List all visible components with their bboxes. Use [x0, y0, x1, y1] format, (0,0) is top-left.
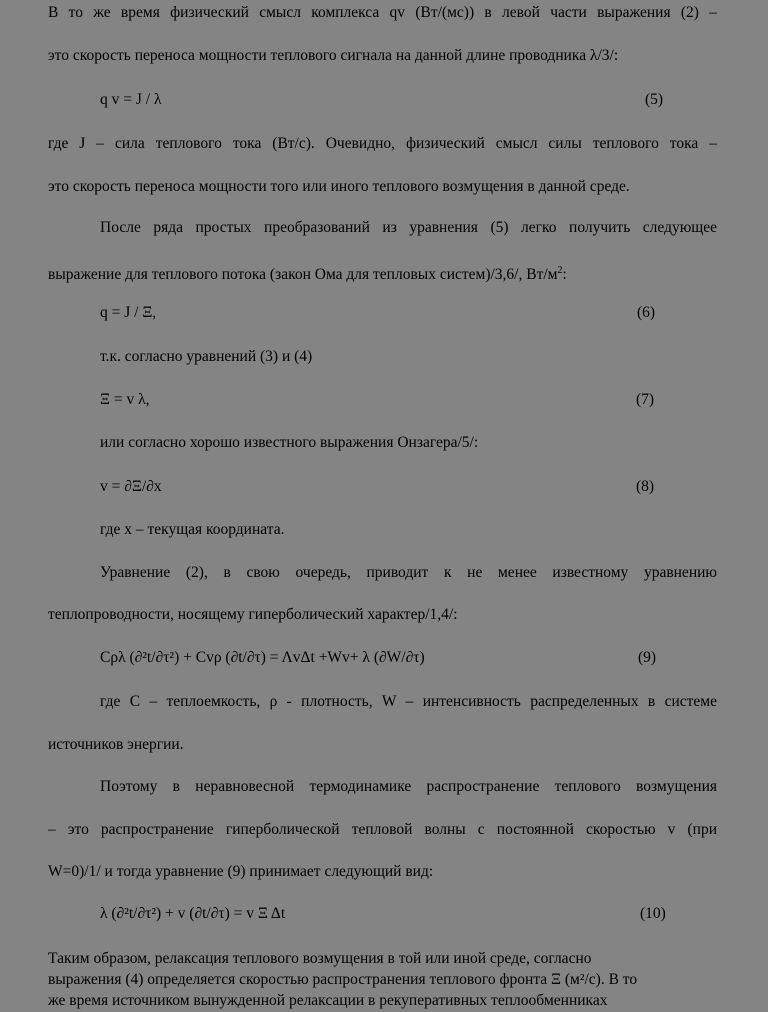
paragraph-line: где C – теплоемкость, ρ - плотность, W – интенсивность распределенных в системе [100, 693, 717, 710]
equation-number: (5) [645, 91, 664, 108]
equation-8: v = ∂Ξ/∂x [100, 478, 162, 495]
paragraph-line: где x – текущая координата. [100, 521, 285, 538]
equation-5: q v = J / λ [100, 91, 162, 108]
paragraph-line: Таким образом, релаксация теплового возмущения в той или иной среде, согласно [48, 950, 592, 967]
paragraph-line: или согласно хорошо известного выражения Онзагера/5/: [100, 434, 479, 451]
paragraph-line: т.к. согласно уравнений (3) и (4) [100, 348, 313, 365]
equation-10: λ (∂²t/∂τ²) + v (∂t/∂τ) = v Ξ Δt [100, 905, 286, 922]
equation-number: (10) [640, 905, 666, 922]
line-text: выражение для теплового потока (закон Ома для тепловых систем)/3,6/, Вт/м [48, 266, 558, 284]
paragraph-line: выражения (4) определяется скоростью распространения теплового фронта Ξ (м²/с). В то [48, 971, 638, 988]
paragraph-line: это скорость переноса мощности того или иного теплового возмущения в данной среде. [48, 178, 630, 195]
equation-9: Cρλ (∂²t/∂τ²) + Cvρ (∂t/∂τ) = ΛvΔt +Wv+ λ (∂W/∂τ) [100, 649, 425, 666]
paragraph-line: это скорость переноса мощности теплового сигнала на данной длине проводника λ/3/: [48, 47, 619, 64]
paragraph-line: теплопроводности, носящему гиперболический характер/1,4/: [48, 606, 458, 623]
paragraph-line: источников энергии. [48, 736, 184, 753]
paragraph-line: W=0)/1/ и тогда уравнение (9) принимает следующий вид: [48, 863, 434, 880]
paragraph-line: – это распространение гиперболической тепловой волны с постоянной скоростью v (при [48, 821, 717, 838]
equation-7: Ξ = v λ, [100, 391, 150, 408]
paragraph-line: где J – сила теплового тока (Вт/с). Очевидно, физический смысл силы теплового тока – [48, 135, 717, 152]
paragraph-line: Уравнение (2), в свою очередь, приводит к не менее известному уравнению [100, 564, 717, 581]
equation-number: (7) [636, 391, 655, 408]
paragraph-line: Поэтому в неравновесной термодинамике распространение теплового возмущения [100, 778, 717, 795]
equation-number: (8) [636, 478, 655, 495]
paragraph-line: же время источником вынужденной релаксации в рекуперативных теплообменниках [48, 992, 608, 1009]
paragraph-line: После ряда простых преобразований из уравнения (5) легко получить следующее [100, 219, 717, 236]
equation-number: (6) [637, 304, 656, 321]
superscript: 2 [557, 265, 563, 276]
paragraph-line [48, 261, 567, 285]
paragraph-line: В то же время физический смысл комплекса qv (Вт/(мс)) в левой части выражения (2) – [48, 4, 717, 21]
equation-number: (9) [638, 649, 657, 666]
equation-6: q = J / Ξ, [100, 304, 157, 321]
line-text: : [562, 266, 567, 284]
